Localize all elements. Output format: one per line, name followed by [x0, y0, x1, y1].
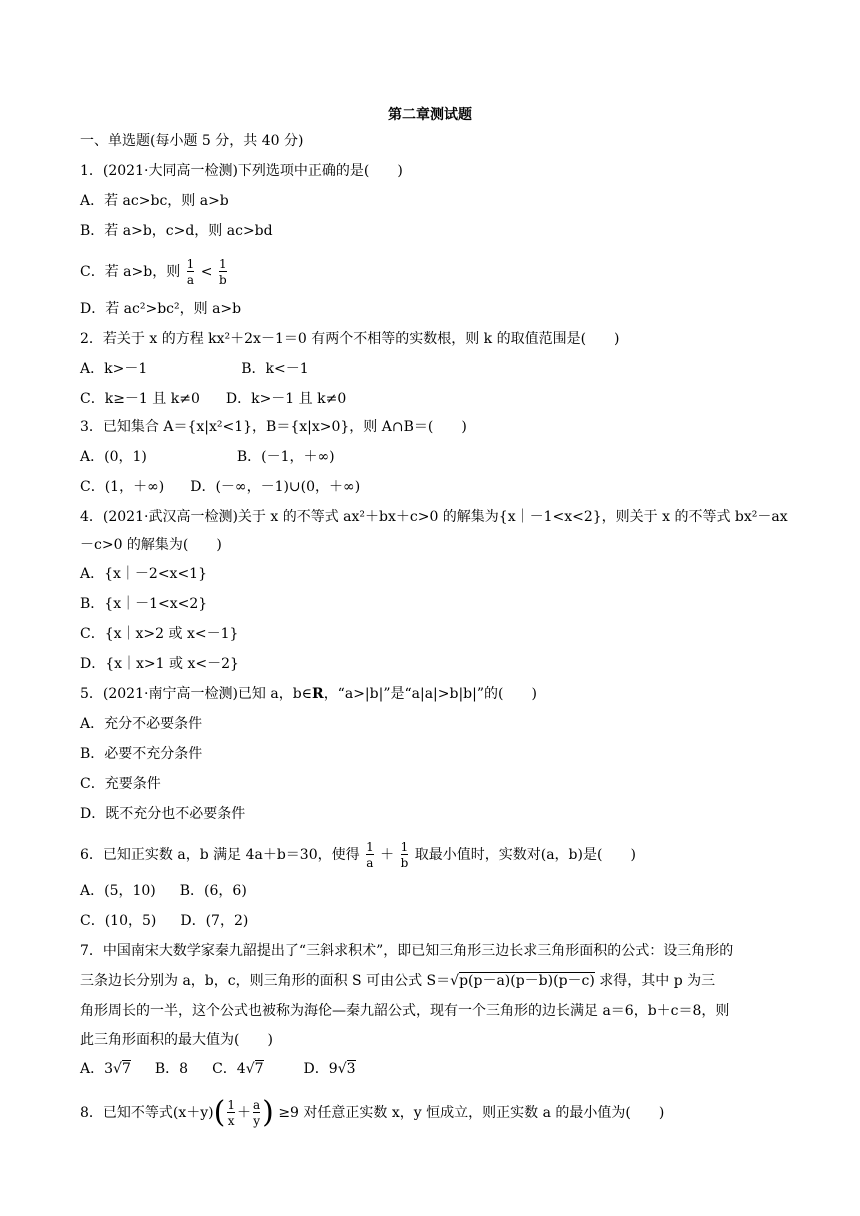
q8-right-paren: )	[262, 1095, 274, 1130]
q5-stem	[80, 685, 537, 703]
q7-formula-text: 三条边长分别为 a，b，c，则三角形的面积 S 可由公式 S＝	[80, 973, 451, 989]
q7-option-b: B．8	[154, 1061, 189, 1077]
q6-stem-text-end: 取最小值时，实数对(a，b)是( )	[414, 847, 636, 863]
q3-options-ab	[80, 448, 335, 466]
q3-option-a: A．(0，1)	[80, 449, 147, 465]
q5-option-c: C．充要条件	[80, 776, 161, 792]
q5-stem-text: 5．(2021·南宁高一检测)已知 a，b∈	[80, 686, 313, 702]
q5-stem-text-end: ，“a>|b|”是“a|a|>b|b|”的( )	[323, 686, 537, 702]
q8-stem-text: 8．已知不等式(x＋y)	[80, 1105, 214, 1121]
q5-real-set-symbol: R	[312, 686, 324, 702]
q1-stem: 1．(2021·大同高一检测)下列选项中正确的是( )	[80, 163, 403, 179]
q7-option-d: D．9√3	[303, 1061, 356, 1077]
q1-option-c-text: C．若 a>b，则	[80, 264, 181, 280]
q2-option-b: B．k<－1	[241, 361, 309, 377]
q8-stem-text-end: ≥9 对任意正实数 x，y 恒成立，则正实数 a 的最小值为( )	[278, 1105, 665, 1121]
q2-option-d: D．k>－1 且 k≠0	[225, 391, 347, 407]
q3-stem: 3．已知集合 A＝{x|x²<1}，B＝{x|x>0}，则 A∩B＝( )	[80, 419, 467, 435]
q1-option-b: B．若 a>b，c>d，则 ac>bd	[80, 223, 273, 239]
q3-option-c: C．(1，＋∞)	[80, 479, 165, 495]
q8-plus: ＋	[237, 1105, 251, 1121]
q3-option-d: D．(－∞，－1)∪(0，＋∞)	[190, 479, 361, 495]
q8-fraction-2: $\frac{a}{y}$	[253, 1098, 261, 1128]
q6-options-ab	[80, 882, 247, 900]
q6-stem	[80, 840, 636, 870]
q1-option-c	[80, 257, 229, 287]
q5-option-a: A．充分不必要条件	[80, 716, 203, 732]
q4-option-b: B．{x｜－1<x<2}	[80, 596, 208, 612]
q8-fraction-1: $\frac{1}{x}$	[227, 1098, 235, 1128]
q4-option-c: C．{x｜x>2 或 x<－1}	[80, 626, 239, 642]
q6-option-a: A．(5，10)	[80, 883, 156, 899]
q7-line-2: 三条边长分别为 a，b，c，则三角形的面积 S 可由公式 S＝√p(p－a)(p－b)(p－c) 求得，其中 p 为三	[80, 973, 716, 989]
q7-line-4: 此三角形面积的最大值为( )	[80, 1032, 273, 1048]
q6-stem-text: 6．已知正实数 a，b 满足 4a＋b＝30，使得	[80, 847, 360, 863]
q8-stem	[80, 1095, 665, 1130]
q8-left-paren: (	[213, 1095, 226, 1130]
q6-fraction-1: $\frac{1}{a}$	[366, 840, 374, 870]
q1-less-than: <	[200, 264, 213, 280]
q7-formula-text-end: 求得，其中 p 为三	[599, 973, 716, 989]
q5-option-d: D．既不充分也不必要条件	[80, 806, 246, 822]
q4-option-d: D．{x｜x>1 或 x<－2}	[80, 656, 239, 672]
q2-option-a: A．k>－1	[80, 361, 148, 377]
q4-stem-line2: －c>0 的解集为( )	[80, 537, 222, 553]
q3-option-b: B．(－1，＋∞)	[236, 449, 335, 465]
q7-line-1: 7．中国南宋大数学家秦九韶提出了“三斜求积术”，即已知三角形三边长求三角形面积的公式：设三角形的	[80, 943, 734, 959]
q2-option-c: C．k≥－1 且 k≠0	[80, 391, 200, 407]
q4-option-a: A．{x｜－2<x<1}	[80, 566, 207, 582]
q3-options-cd	[80, 478, 360, 496]
q2-options-ab	[80, 360, 309, 378]
section-heading: 一、单选题(每小题 5 分，共 40 分)	[80, 133, 304, 149]
q1-fraction-2: $\frac{1}{b}$	[218, 257, 227, 287]
page-title: 第二章测试题	[388, 107, 472, 123]
q2-options-cd	[80, 390, 346, 408]
q7-option-a: A．3√7	[80, 1061, 131, 1077]
q7-line-3: 角形周长的一半，这个公式也被称为海伦—秦九韶公式，现有一个三角形的边长满足 a＝6，b＋c＝8，则	[80, 1003, 730, 1019]
q1-option-d: D．若 ac²>bc²，则 a>b	[80, 301, 242, 317]
q1-fraction-1: $\frac{1}{a}$	[186, 257, 195, 287]
q6-plus: ＋	[380, 847, 395, 863]
q7-formula-radicand: p(p－a)(p－b)(p－c)	[459, 973, 595, 989]
q6-fraction-2: $\frac{1}{b}$	[400, 840, 409, 870]
q5-option-b: B．必要不充分条件	[80, 746, 203, 762]
q2-stem: 2．若关于 x 的方程 kx²＋2x－1＝0 有两个不相等的实数根，则 k 的取值范围是( )	[80, 331, 620, 347]
q6-option-c: C．(10，5)	[80, 913, 157, 929]
q4-stem-line1: 4．(2021·武汉高一检测)关于 x 的不等式 ax²＋bx＋c>0 的解集为{x｜－1<x<2}，则关于 x 的不等式 bx²－ax	[80, 509, 788, 525]
q6-options-cd	[80, 912, 248, 930]
q1-option-a: A．若 ac>bc，则 a>b	[80, 193, 229, 209]
q6-option-d: D．(7，2)	[180, 913, 249, 929]
q7-options	[80, 1060, 356, 1078]
q7-option-c: C．4√7	[212, 1061, 264, 1077]
q6-option-b: B．(6，6)	[179, 883, 247, 899]
